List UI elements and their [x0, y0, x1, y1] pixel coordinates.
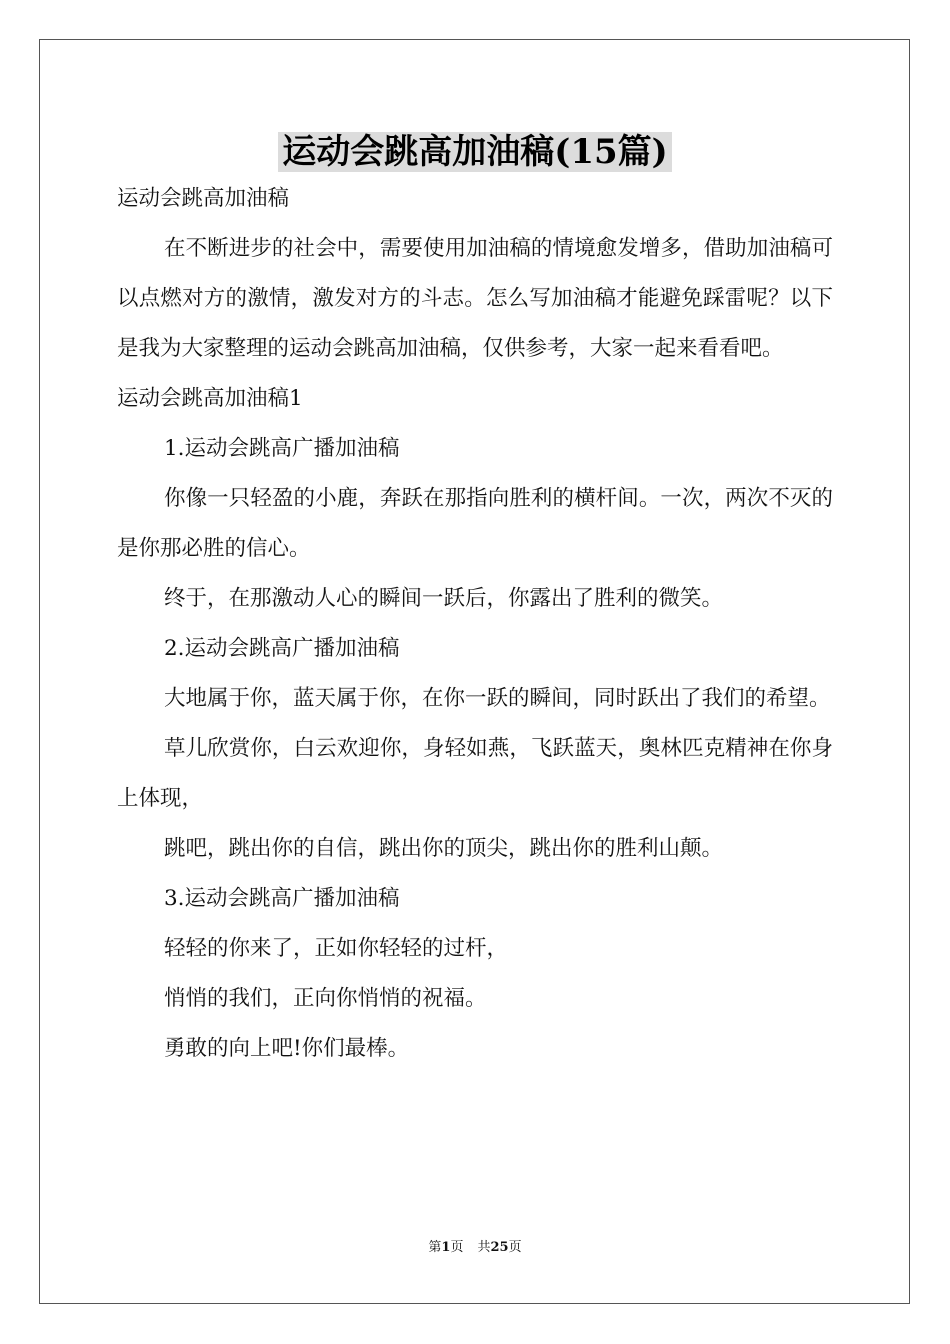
page-prefix: 第: [428, 1240, 442, 1255]
body-paragraph: 跳吧，跳出你的自信，跳出你的顶尖，跳出你的胜利山颠。: [164, 836, 724, 861]
total-prefix: 共: [477, 1240, 491, 1255]
subsection-heading: 1.运动会跳高广播加油稿: [164, 436, 400, 461]
document-body: [117, 174, 833, 1074]
section-heading: 运动会跳高加油稿: [117, 186, 290, 211]
intro-paragraph: 在不断进步的社会中，需要使用加油稿的情境愈发增多，借助加油稿可以点燃对方的激情，激发对方的斗志。怎么写加油稿才能避免踩雷呢？以下是我为大家整理的运动会跳高加油稿，仅供参考，大家一起来看看吧。: [117, 236, 833, 361]
body-paragraph: 大地属于你，蓝天属于你，在你一跃的瞬间，同时跃出了我们的希望。: [164, 686, 831, 711]
body-paragraph: 终于，在那激动人心的瞬间一跃后，你露出了胜利的微笑。: [164, 586, 724, 611]
page-number: 1: [441, 1240, 451, 1255]
total-pages: 25: [490, 1240, 509, 1255]
body-paragraph: 悄悄的我们，正向你悄悄的祝福。: [164, 986, 487, 1011]
subsection-heading: 3.运动会跳高广播加油稿: [164, 886, 400, 911]
total-suffix: 页: [508, 1240, 522, 1255]
body-paragraph: 你像一只轻盈的小鹿，奔跃在那指向胜利的横杆间。一次，两次不灭的是你那必胜的信心。: [117, 486, 833, 561]
body-paragraph: 勇敢的向上吧!你们最棒。: [164, 1036, 410, 1061]
page-footer: [0, 1236, 950, 1255]
document-title: 运动会跳高加油稿(15篇): [0, 124, 950, 180]
page-suffix: 页: [450, 1240, 464, 1255]
body-paragraph: 轻轻的你来了，正如你轻轻的过杆，: [164, 936, 509, 961]
body-paragraph: 草儿欣赏你，白云欢迎你，身轻如燕，飞跃蓝天，奥林匹克精神在你身上体现，: [117, 736, 833, 811]
subsection-heading: 2.运动会跳高广播加油稿: [164, 636, 400, 661]
section-heading: 运动会跳高加油稿1: [117, 386, 303, 411]
